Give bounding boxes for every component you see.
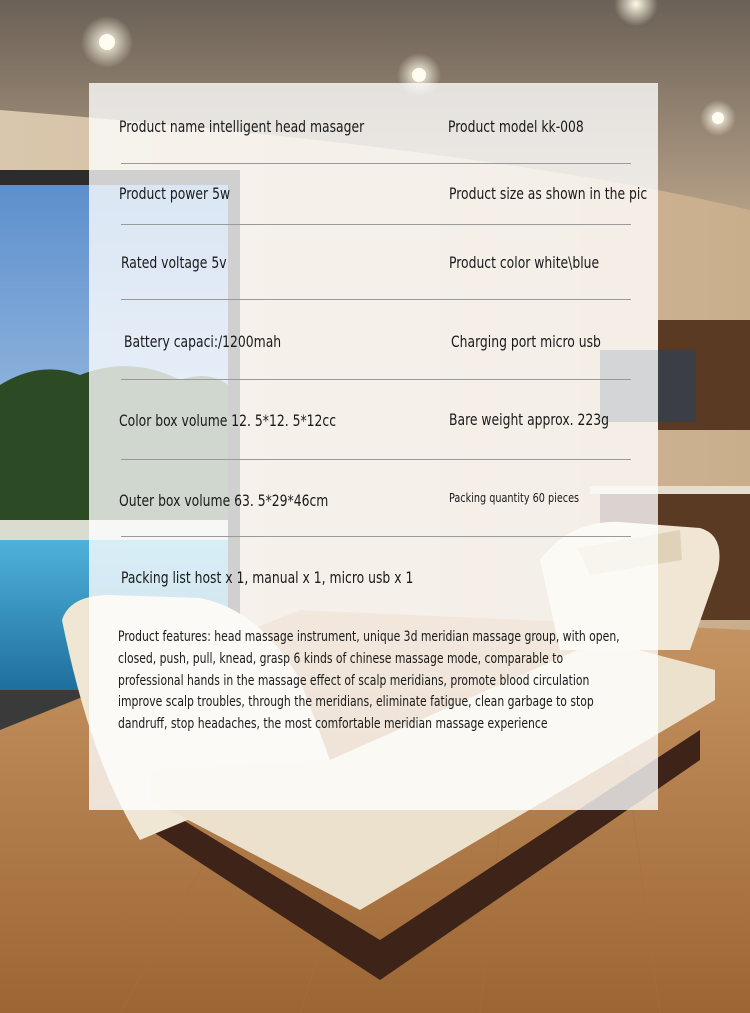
divider bbox=[121, 536, 631, 537]
divider bbox=[121, 163, 631, 164]
spec-outer-box-volume: Outer box volume 63. 5*29*46cm bbox=[119, 491, 329, 510]
product-features: Product features: head massage instrument, unique 3d meridian massage group, with open, closed, push, pull, knead, grasp 6 kinds of chinese massage mode, comparable to professional hands in the massage effect of scalp meridians, promote blood circulation improve scalp troubles, through the meridians, eliminate fatigue, clean garbage to stop dandruff, stop headaches, the most comfortable meridian massage experience bbox=[118, 629, 620, 733]
divider bbox=[121, 459, 631, 460]
spec-color-box-volume: Color box volume 12. 5*12. 5*12cc bbox=[119, 411, 337, 430]
spec-bare-weight: Bare weight approx. 223g bbox=[449, 410, 610, 429]
spec-packing-list: Packing list host x 1, manual x 1, micro usb x 1 bbox=[121, 568, 414, 587]
divider bbox=[121, 299, 631, 300]
spec-product-color: Product color white\blue bbox=[449, 253, 600, 272]
spec-charging-port: Charging port micro usb bbox=[451, 332, 601, 351]
spec-product-model: Product model kk-008 bbox=[448, 117, 584, 136]
divider bbox=[121, 379, 631, 380]
spec-packing-quantity: Packing quantity 60 pieces bbox=[449, 490, 580, 505]
spec-rated-voltage: Rated voltage 5v bbox=[121, 253, 227, 272]
divider bbox=[121, 224, 631, 225]
spec-product-size: Product size as shown in the pic bbox=[449, 184, 648, 203]
spec-battery-capacity: Battery capaci:/1200mah bbox=[124, 332, 282, 351]
spec-product-name: Product name intelligent head masager bbox=[119, 117, 365, 136]
spec-product-power: Product power 5w bbox=[119, 184, 231, 203]
